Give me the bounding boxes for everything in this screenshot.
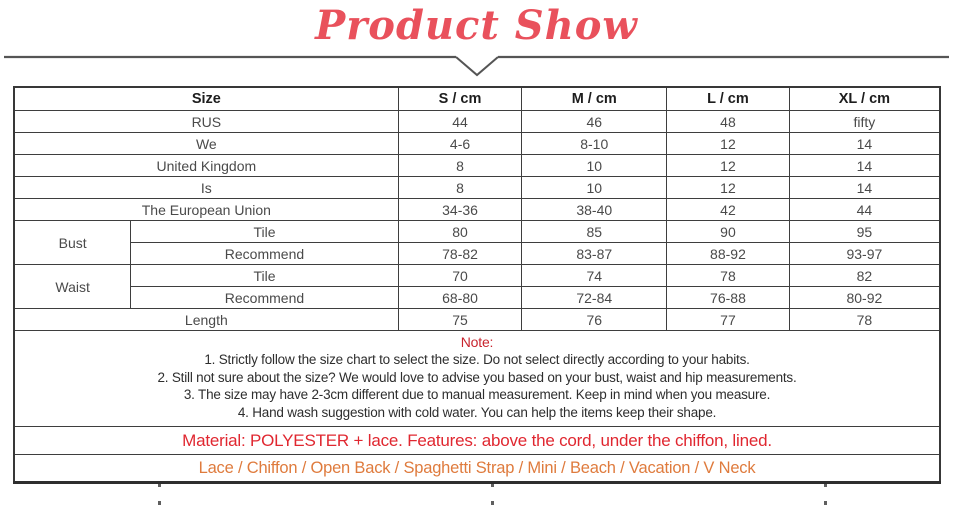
column-header-s: S / cm <box>398 87 522 111</box>
table-row-bust-recommend <box>14 243 940 265</box>
sub-row-label: Tile <box>131 221 398 243</box>
column-header-size: Size <box>14 87 398 111</box>
size-value-cell: 78-82 <box>398 243 522 265</box>
size-value-cell: 77 <box>667 309 790 331</box>
sub-row-label: Tile <box>131 265 398 287</box>
cropped-artifact <box>491 483 500 487</box>
size-value-cell: 75 <box>398 309 522 331</box>
size-value-cell: 10 <box>522 155 667 177</box>
size-value-cell: 12 <box>667 133 790 155</box>
table-row-rus <box>14 111 940 133</box>
divider-with-down-arrow-icon <box>0 55 953 81</box>
note-line-2: 2. Still not sure about the size? We would love to advise you based on your bust, waist and hip measurements. <box>157 369 797 385</box>
size-value-cell: 4-6 <box>398 133 522 155</box>
note-line-1: 1. Strictly follow the size chart to select the size. Do not select directly according to your habits. <box>204 352 750 368</box>
size-value-cell: 68-80 <box>398 287 522 309</box>
size-value-cell: 76 <box>522 309 667 331</box>
size-value-cell: 12 <box>667 155 790 177</box>
table-row-we <box>14 133 940 155</box>
size-value-cell: 80-92 <box>789 287 940 309</box>
group-label-waist: Waist <box>14 265 131 309</box>
row-label: The European Union <box>14 199 398 221</box>
size-value-cell: 72-84 <box>522 287 667 309</box>
size-value-cell: 95 <box>789 221 940 243</box>
size-value-cell: 8 <box>398 155 522 177</box>
size-value-cell: 88-92 <box>667 243 790 265</box>
column-header-m: M / cm <box>522 87 667 111</box>
table-row-length <box>14 309 940 331</box>
size-value-cell: 42 <box>667 199 790 221</box>
table-row-is <box>14 177 940 199</box>
size-value-cell: 74 <box>522 265 667 287</box>
size-value-cell: 83-87 <box>522 243 667 265</box>
table-row-bust-tile <box>14 221 940 243</box>
note-title: Note: <box>460 334 494 350</box>
note-line-3: 3. The size may have 2-3cm different due to manual measurement. Keep in mind when you measure. <box>183 387 771 403</box>
size-value-cell: 8-10 <box>522 133 667 155</box>
size-value-cell: 14 <box>789 133 940 155</box>
note-row <box>14 331 940 427</box>
sub-row-label: Recommend <box>131 243 398 265</box>
table-header-row <box>14 87 940 111</box>
size-value-cell: 70 <box>398 265 522 287</box>
sub-row-label: Recommend <box>131 287 398 309</box>
size-value-cell: 90 <box>667 221 790 243</box>
row-label: United Kingdom <box>14 155 398 177</box>
cropped-artifact <box>824 483 833 487</box>
size-value-cell: 44 <box>789 199 940 221</box>
size-value-cell: 80 <box>398 221 522 243</box>
size-value-cell: 93-97 <box>789 243 940 265</box>
size-value-cell: 85 <box>522 221 667 243</box>
size-value-cell: 38-40 <box>522 199 667 221</box>
size-value-cell: 48 <box>667 111 790 133</box>
row-label: Length <box>14 309 398 331</box>
material-row <box>14 427 940 455</box>
table-row-united-kingdom <box>14 155 940 177</box>
features-text: Lace / Chiffon / Open Back / Spaghetti Strap / Mini / Beach / Vacation / V Neck <box>14 455 940 483</box>
size-value-cell: 46 <box>522 111 667 133</box>
group-label-bust: Bust <box>14 221 131 265</box>
row-label: We <box>14 133 398 155</box>
size-value-cell: 14 <box>789 155 940 177</box>
size-value-cell: 78 <box>667 265 790 287</box>
note-section <box>14 331 940 427</box>
page-title: Product Show <box>315 2 638 49</box>
note-line-4: 4. Hand wash suggestion with cold water. You can help the items keep their shape. <box>237 404 717 420</box>
features-row <box>14 455 940 483</box>
size-value-cell: 10 <box>522 177 667 199</box>
column-header-l: L / cm <box>667 87 790 111</box>
size-value-cell: 12 <box>667 177 790 199</box>
size-value-cell: fifty <box>789 111 940 133</box>
size-value-cell: 76-88 <box>667 287 790 309</box>
table-row-waist-tile <box>14 265 940 287</box>
row-label: Is <box>14 177 398 199</box>
row-label: RUS <box>14 111 398 133</box>
size-value-cell: 82 <box>789 265 940 287</box>
material-text: Material: POLYESTER + lace. Features: above the cord, under the chiffon, lined. <box>14 427 940 455</box>
column-header-xl: XL / cm <box>789 87 940 111</box>
size-value-cell: 14 <box>789 177 940 199</box>
size-table <box>13 86 941 484</box>
size-value-cell: 44 <box>398 111 522 133</box>
size-value-cell: 78 <box>789 309 940 331</box>
cropped-artifact <box>158 483 167 487</box>
size-value-cell: 34-36 <box>398 199 522 221</box>
table-row-waist-recommend <box>14 287 940 309</box>
table-row-european-union <box>14 199 940 221</box>
size-value-cell: 8 <box>398 177 522 199</box>
